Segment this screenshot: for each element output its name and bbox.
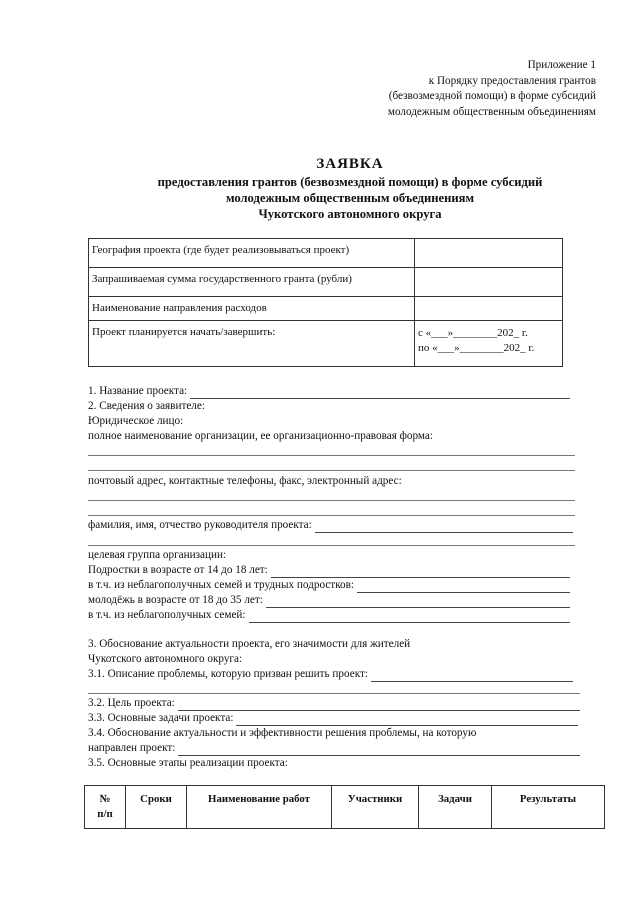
date-to: по «___»________202_ г. xyxy=(418,342,535,354)
application-form xyxy=(88,0,578,905)
amount-label: Запрашиваемая сумма государственного гранта (рубли) xyxy=(89,268,415,297)
stages-label: 3.5. Основные этапы реализации проекта: xyxy=(88,757,288,769)
head-name-field[interactable] xyxy=(88,518,573,533)
annex-line-2: к Порядку предоставления грантов xyxy=(428,74,596,87)
tasks-field[interactable] xyxy=(88,711,578,726)
contacts-label: почтовый адрес, контактные телефоны, факс, электронный адрес: xyxy=(88,475,402,487)
geography-label: География проекта (где будет реализовываться проект) xyxy=(89,239,415,268)
legal-entity-label: Юридическое лицо: xyxy=(88,415,184,427)
contacts-line-2[interactable] xyxy=(88,515,575,516)
org-name-line-1[interactable] xyxy=(88,455,575,456)
youth-label: молодёжь в возрасте от 18 до 35 лет: xyxy=(88,594,263,606)
teens-field[interactable] xyxy=(88,563,570,578)
org-name-line-2[interactable] xyxy=(88,470,575,471)
stages-table xyxy=(84,785,605,829)
project-name-field[interactable] xyxy=(88,384,570,399)
title-main: ЗАЯВКА xyxy=(316,156,384,172)
goal-label: 3.2. Цель проекта: xyxy=(88,697,175,709)
target-group-label: целевая группа организации: xyxy=(88,549,227,561)
goal-field[interactable] xyxy=(88,696,580,711)
title-line-2: молодежным общественным объединениям xyxy=(225,191,475,205)
youth-field[interactable] xyxy=(88,593,570,608)
annex-line-3: (безвозмездной помощи) в форме субсидий xyxy=(388,90,596,102)
head-name-line-2[interactable] xyxy=(88,545,575,546)
efficiency-field[interactable] xyxy=(88,741,580,756)
col-number-line-2: п/п xyxy=(97,808,113,820)
teens-disadvantaged-field[interactable] xyxy=(88,578,570,593)
stages-header-row xyxy=(85,786,605,829)
teens-disadvantaged-label: в т.ч. из неблагополучных семей и трудных подростков: xyxy=(88,579,355,591)
efficiency-label-line-2: направлен проект: xyxy=(88,742,176,754)
relevance-heading-line-2: Чукотского автономного округа: xyxy=(88,653,243,665)
col-number-line-1: № xyxy=(99,793,111,805)
title-line-1: предоставления грантов (безвозмездной помощи) в форме субсидий xyxy=(157,175,543,189)
tasks-label: 3.3. Основные задачи проекта: xyxy=(88,712,234,724)
col-dates-header: Сроки xyxy=(126,786,187,829)
annex-line-4: молодежным общественным объединениям xyxy=(387,105,596,118)
relevance-heading-line-1: 3. Обоснование актуальности проекта, его значимости для жителей xyxy=(88,638,411,650)
title-line-3: Чукотского автономного округа xyxy=(258,207,442,221)
col-tasks-header: Задачи xyxy=(419,786,492,829)
youth-disadvantaged-field[interactable] xyxy=(88,608,570,623)
youth-disadvantaged-label: в т.ч. из неблагополучных семей: xyxy=(88,609,246,621)
problem-line-2[interactable] xyxy=(88,693,580,694)
date-from: с «___»________202_ г. xyxy=(418,327,528,339)
col-number-header xyxy=(85,786,126,829)
efficiency-label-line-1: 3.4. Обоснование актуальности и эффективности решения проблемы, на которую xyxy=(88,727,477,739)
problem-field[interactable] xyxy=(88,667,573,682)
head-name-label: фамилия, имя, отчество руководителя проекта: xyxy=(88,519,312,531)
teens-label: Подростки в возрасте от 14 до 18 лет: xyxy=(88,564,268,576)
problem-label: 3.1. Описание проблемы, которую призван решить проект: xyxy=(88,668,368,680)
dates-label: Проект планируется начать/завершить: xyxy=(89,321,415,367)
col-participants-header: Участники xyxy=(332,786,419,829)
project-name-label: 1. Название проекта: xyxy=(88,385,188,397)
contacts-line-1[interactable] xyxy=(88,500,575,501)
direction-label: Наименование направления расходов xyxy=(89,297,415,321)
full-org-name-label: полное наименование организации, ее организационно-правовая форма: xyxy=(88,430,433,442)
annex-line-1: Приложение 1 xyxy=(527,59,596,71)
col-results-header: Результаты xyxy=(492,786,605,829)
col-works-header: Наименование работ xyxy=(187,786,332,829)
applicant-info-label: 2. Сведения о заявителе: xyxy=(88,400,205,412)
